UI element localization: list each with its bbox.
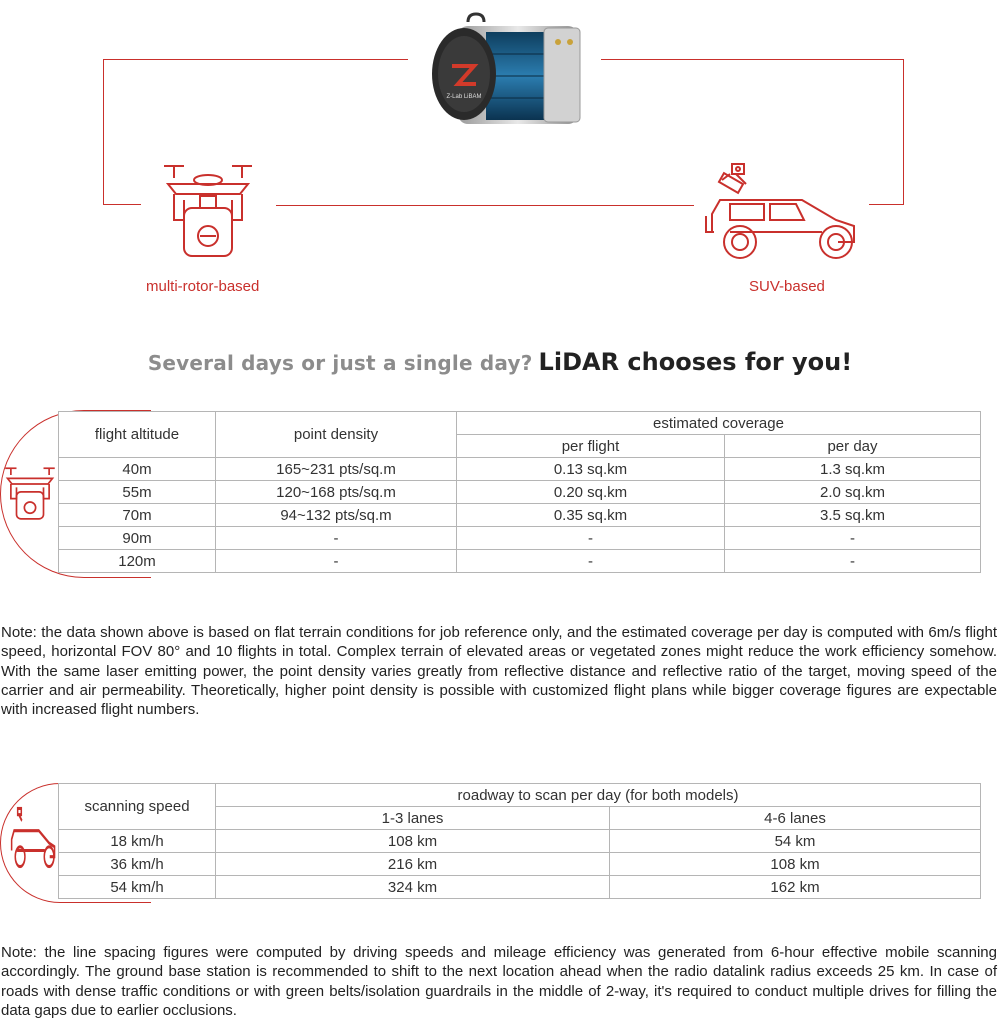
per-flight-cell: 0.35 sq.km: [457, 504, 725, 527]
speed-cell: 18 km/h: [59, 830, 216, 853]
headline-emphasis: LiDAR chooses for you!: [538, 348, 853, 376]
roadway-scan-table: [58, 783, 981, 899]
header-lanes-4-6: 4-6 lanes: [610, 807, 981, 830]
lidar-device-icon: [428, 12, 588, 132]
multi-rotor-label: multi-rotor-based: [146, 278, 260, 295]
lanes-4-6-cell: 108 km: [610, 853, 981, 876]
table-row: [59, 853, 981, 876]
connector-line: [103, 59, 104, 204]
connector-line: [103, 204, 141, 205]
density-cell: 165~231 pts/sq.m: [216, 458, 457, 481]
altitude-cell: 70m: [59, 504, 216, 527]
per-flight-cell: -: [457, 527, 725, 550]
connector-line: [276, 205, 694, 206]
suv-icon: [700, 160, 872, 270]
altitude-cell: 40m: [59, 458, 216, 481]
altitude-cell: 120m: [59, 550, 216, 573]
suv-label: SUV-based: [749, 278, 825, 295]
table-row: [59, 830, 981, 853]
altitude-cell: 55m: [59, 481, 216, 504]
speed-cell: 54 km/h: [59, 876, 216, 899]
per-flight-cell: 0.13 sq.km: [457, 458, 725, 481]
table-row: [59, 527, 981, 550]
lanes-4-6-cell: 162 km: [610, 876, 981, 899]
altitude-cell: 90m: [59, 527, 216, 550]
lanes-1-3-cell: 108 km: [216, 830, 610, 853]
table-row: [59, 458, 981, 481]
per-flight-cell: 0.20 sq.km: [457, 481, 725, 504]
header-scanning-speed: scanning speed: [59, 784, 216, 830]
header-lanes-1-3: 1-3 lanes: [216, 807, 610, 830]
table-row: [59, 504, 981, 527]
headline-lead: Several days or just a single day?: [147, 351, 533, 375]
drone-icon: [3, 462, 57, 524]
per-day-cell: 3.5 sq.km: [725, 504, 981, 527]
header-point-density: point density: [216, 412, 457, 458]
density-cell: -: [216, 550, 457, 573]
flight-coverage-table: [58, 411, 981, 573]
header-per-flight: per flight: [457, 435, 725, 458]
lanes-1-3-cell: 216 km: [216, 853, 610, 876]
per-day-cell: -: [725, 550, 981, 573]
density-cell: 94~132 pts/sq.m: [216, 504, 457, 527]
connector-line: [869, 204, 904, 205]
header-per-day: per day: [725, 435, 981, 458]
lanes-1-3-cell: 324 km: [216, 876, 610, 899]
header-roadway: roadway to scan per day (for both models): [216, 784, 981, 807]
density-cell: 120~168 pts/sq.m: [216, 481, 457, 504]
device-logo-text: Z-Lab LiBAM: [446, 94, 482, 100]
suv-icon: [8, 806, 60, 874]
table-row: [59, 481, 981, 504]
lanes-4-6-cell: 54 km: [610, 830, 981, 853]
density-cell: -: [216, 527, 457, 550]
header-flight-altitude: flight altitude: [59, 412, 216, 458]
per-day-cell: 2.0 sq.km: [725, 481, 981, 504]
per-day-cell: 1.3 sq.km: [725, 458, 981, 481]
speed-cell: 36 km/h: [59, 853, 216, 876]
header-estimated-coverage: estimated coverage: [457, 412, 981, 435]
connector-line: [903, 59, 904, 204]
connector-line: [601, 59, 903, 60]
connector-line: [103, 59, 408, 60]
road-note: Note: the line spacing figures were computed by driving speeds and mileage efficiency was generated from 6-hour effective mobile scanning accordingly. The ground base station is recommended to shift to the next location ahead when the radio datalink radius exceeds 25 km. In case of roads with dense traffic conditions or with green belts/isolation guardrails in the middle of 2-way, it's required to conduct multiple drives for filling the data gaps due to earlier occlusions.: [1, 944, 997, 1019]
flight-note: Note: the data shown above is based on flat terrain conditions for job reference only, and the estimated coverage per day is computed with 6m/s flight speed, horizontal FOV 80° and 10 flights in total. Complex terrain of elevated areas or vegetated zones might reduce the work efficiency somehow. With the same laser emitting power, the point density varies greatly from reflective distance and reflective ratio of the target, moving speed of the carrier and air permeability. Theoretically, higher point density is possible with customized flight plans while bigger coverage figures are expectable with increased flight numbers.: [1, 624, 997, 719]
table-row: [59, 550, 981, 573]
per-day-cell: -: [725, 527, 981, 550]
table-row: [59, 876, 981, 899]
per-flight-cell: -: [457, 550, 725, 573]
headline: [0, 348, 1000, 376]
drone-icon: [160, 160, 256, 260]
